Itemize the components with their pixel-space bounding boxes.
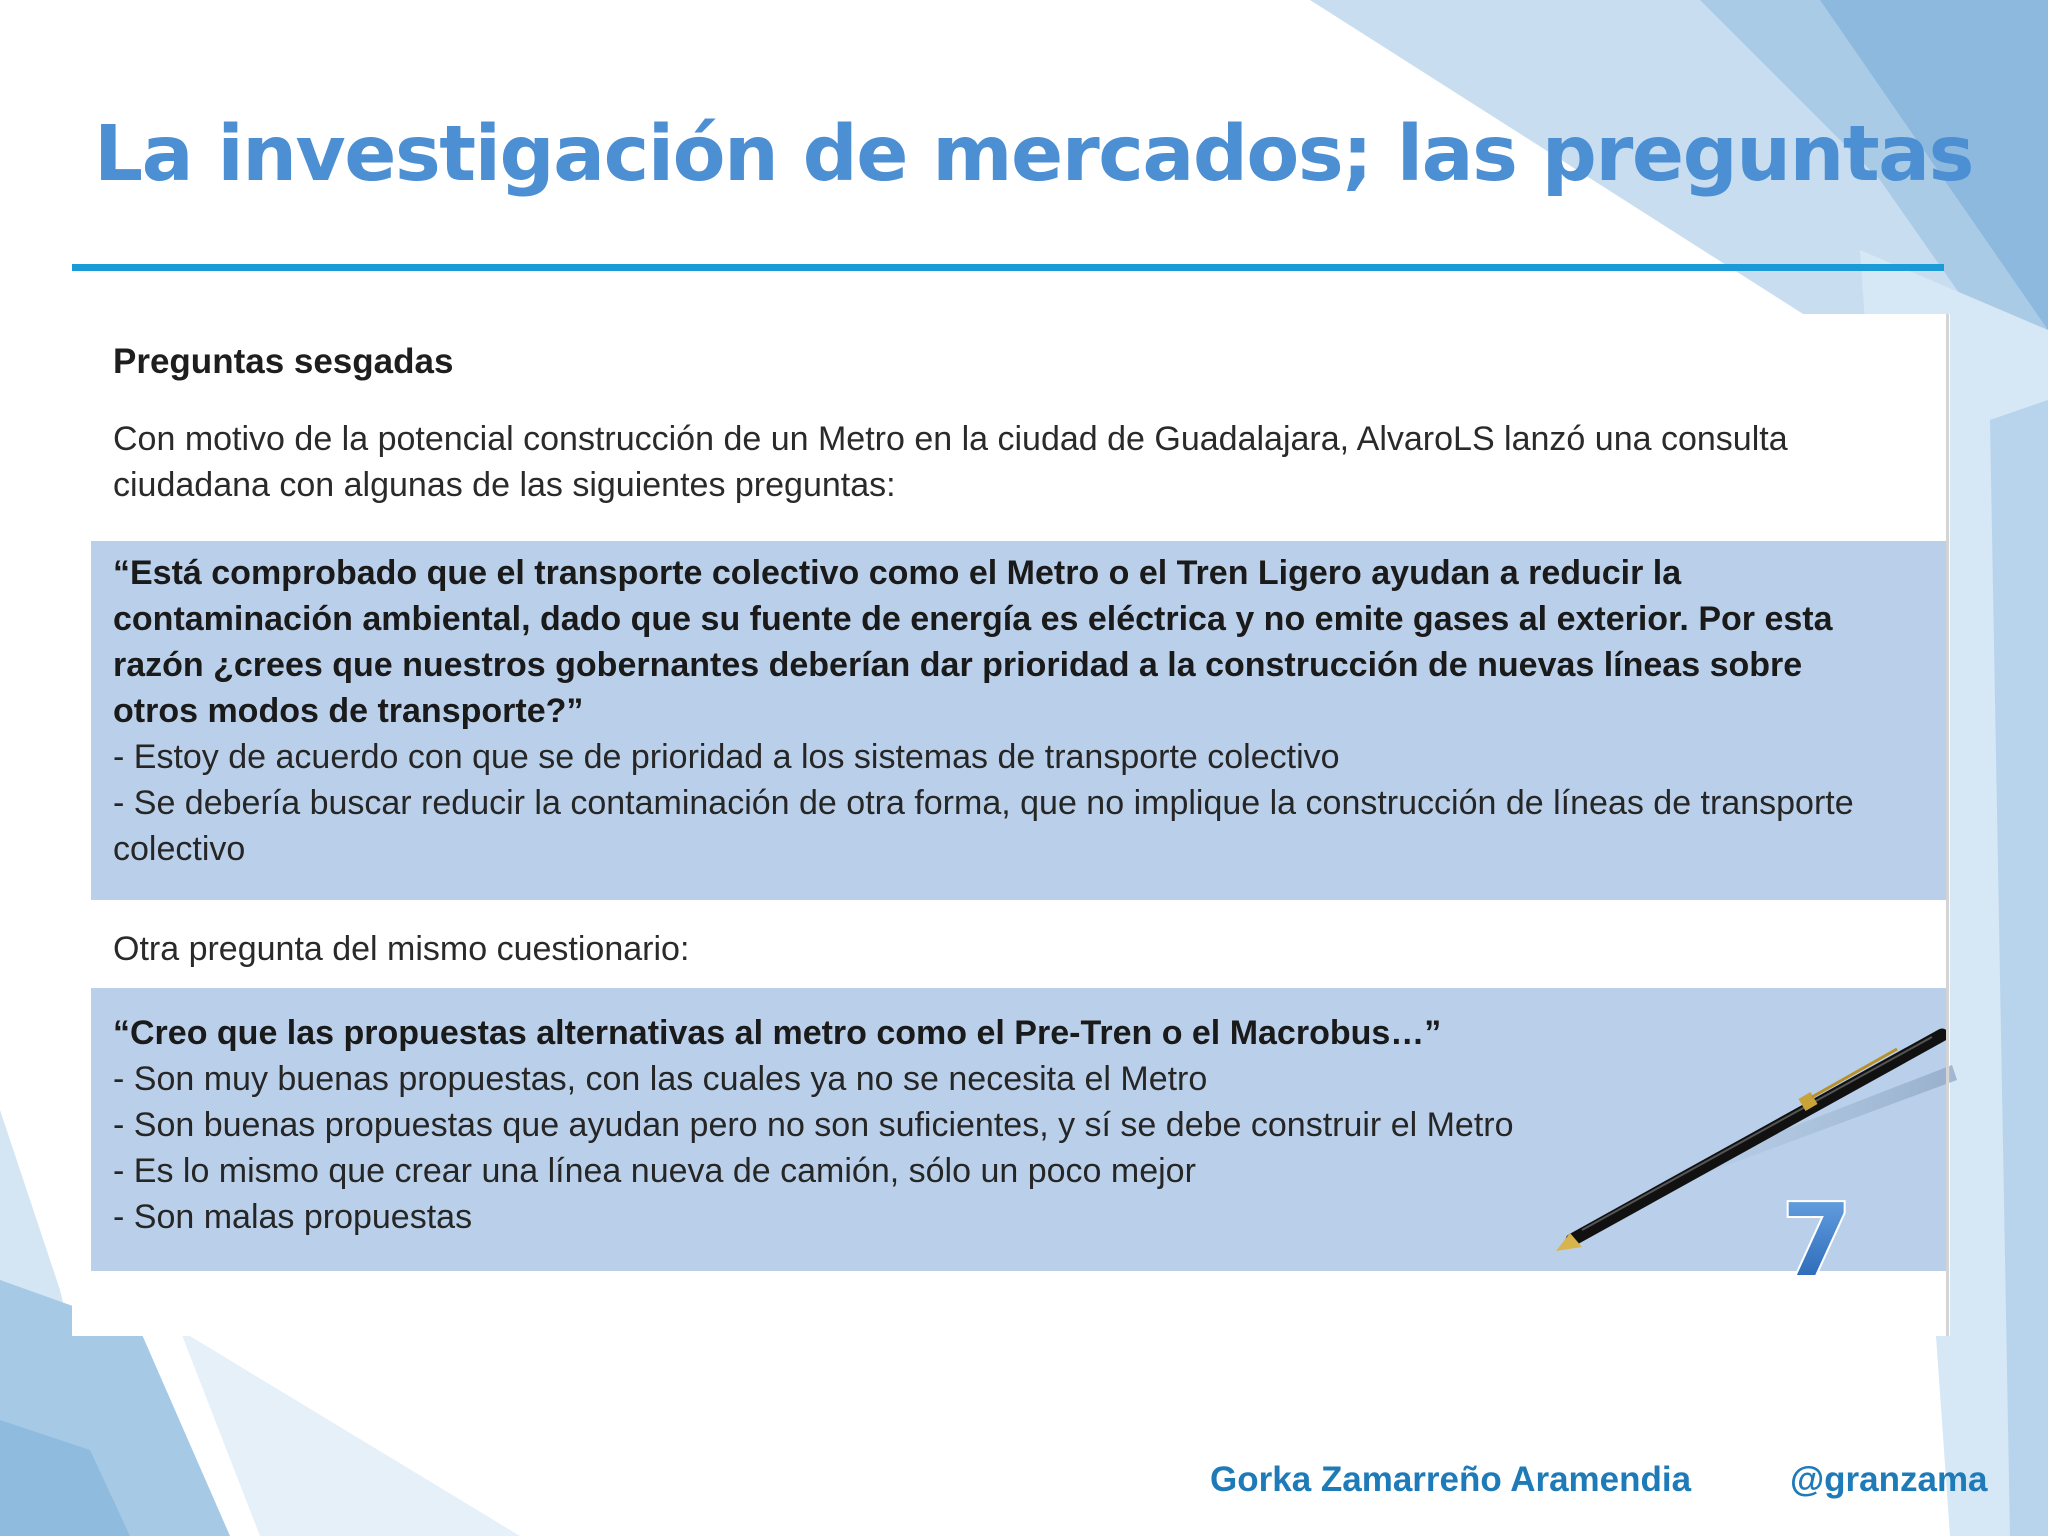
footer-author: Gorka Zamarreño Aramendia	[1210, 1460, 1692, 1499]
intro-paragraph: Con motivo de la potencial construcción de un Metro en la ciudad de Guadalajara, AlvaroLS lanzó una consulta ciudadana con algunas de las siguientes preguntas:	[113, 420, 1788, 504]
title-divider	[72, 264, 1944, 271]
question-1-block	[91, 541, 1948, 900]
panel-edge	[1946, 314, 1949, 1336]
question-2-option: - Son buenas propuestas que ayudan pero no son suficientes, y sí se debe construir el Metro	[113, 1106, 1514, 1144]
question-1-option: - Estoy de acuerdo con que se de prioridad a los sistemas de transporte colectivo	[113, 738, 1340, 776]
question-2-option: - Son muy buenas propuestas, con las cuales ya no se necesita el Metro	[113, 1060, 1208, 1098]
number-seven-badge: 7	[1782, 1182, 1852, 1285]
question-2-text: “Creo que las propuestas alternativas al metro como el Pre-Tren o el Macrobus…”	[113, 1014, 1442, 1052]
slide-title: La investigación de mercados; las preguntas	[94, 110, 1973, 199]
question-1-option: - Se debería buscar reducir la contaminación de otra forma, que no implique la construcción de líneas de transporte colectivo	[113, 784, 1854, 868]
between-text: Otra pregunta del mismo cuestionario:	[113, 930, 690, 968]
question-2-option: - Es lo mismo que crear una línea nueva de camión, sólo un poco mejor	[113, 1152, 1196, 1190]
pen-icon	[1556, 1035, 1957, 1251]
section-heading: Preguntas sesgadas	[113, 342, 454, 381]
pen-illustration	[1552, 1025, 1972, 1285]
question-1-text: “Está comprobado que el transporte colectivo como el Metro o el Tren Ligero ayudan a reducir la contaminación ambiental, dado que su fuente de energía es eléctrica y no emite gases al exterior. Por esta razón ¿crees que nuestros gobernantes deberían dar prioridad a la construcción de nuevas líneas sobre otros modos de transporte?”	[113, 554, 1833, 730]
question-2-option: - Son malas propuestas	[113, 1198, 473, 1236]
content-panel	[72, 314, 1950, 1336]
footer-handle: @granzama	[1790, 1460, 1988, 1499]
